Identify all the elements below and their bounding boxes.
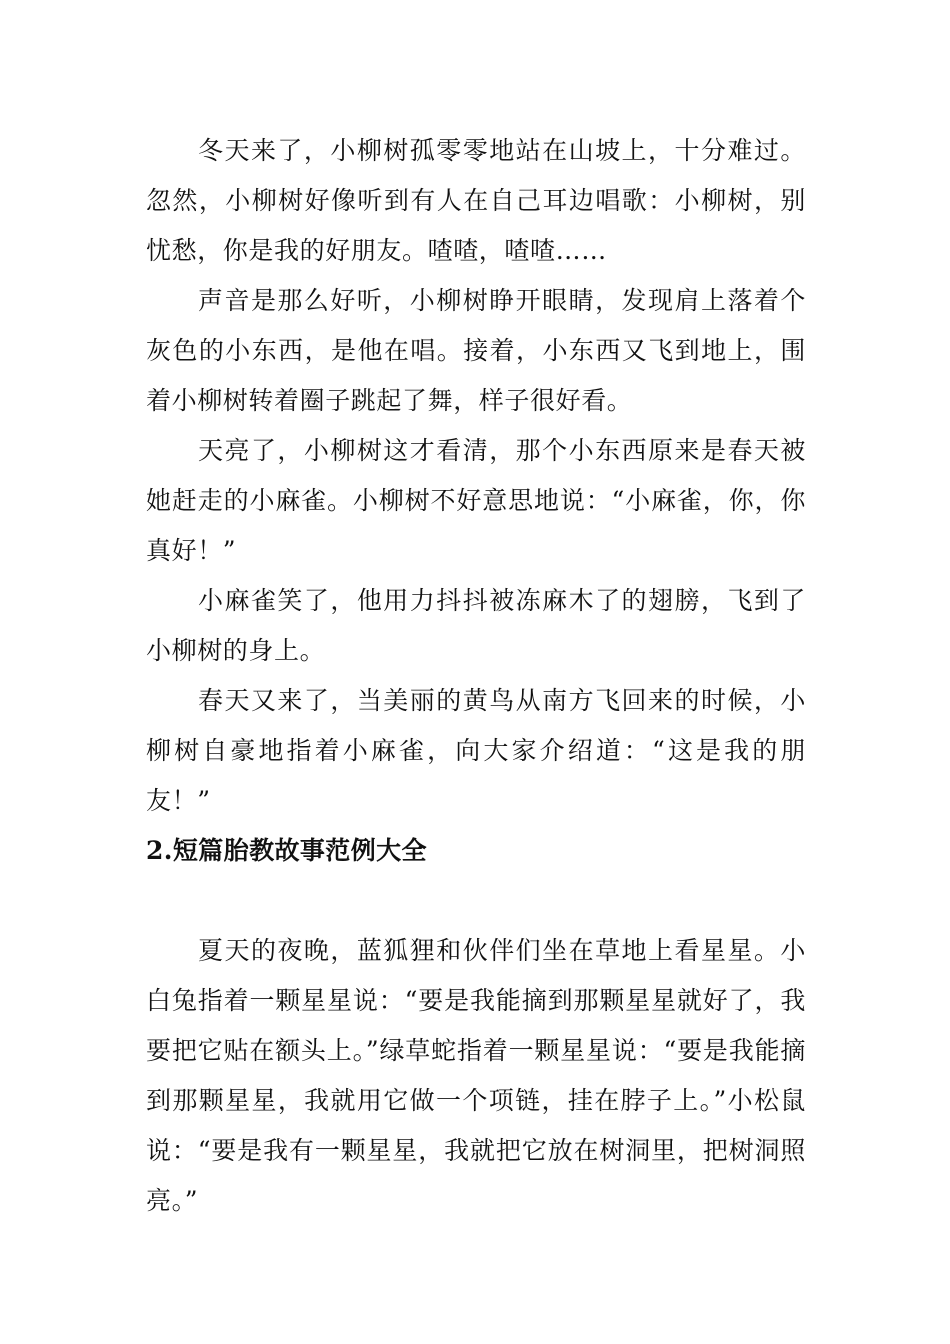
paragraph-summer-night: 夏天的夜晚，蓝狐狸和伙伴们坐在草地上看星星。小白兔指着一颗星星说：“要是我能摘到那颗星星就好了，我要把它贴在额头上。”绿草蛇指着一颗星星说：“要是我能摘到那颗星星，我就用它做一个项链，挂在脖子上。”小松鼠说：“要是我有一颗星星，我就把它放在树洞里，把树洞照亮。”: [146, 936, 806, 1215]
blank-line: [146, 876, 806, 926]
document-body: [146, 126, 806, 1226]
paragraph-spring-returns: 春天又来了，当美丽的黄鸟从南方飞回来的时候，小柳树自豪地指着小麻雀，向大家介绍道：“这是我的朋友！”: [146, 686, 806, 815]
paragraph-daybreak: 天亮了，小柳树这才看清，那个小东西原来是春天被她赶走的小麻雀。小柳树不好意思地说：“小麻雀，你，你真好！”: [146, 436, 806, 565]
section-heading: 2.短篇胎教故事范例大全: [146, 836, 427, 865]
paragraph-sparrow-smiles: 小麻雀笑了，他用力抖抖被冻麻木了的翅膀，飞到了小柳树的身上。: [146, 586, 806, 665]
paragraph-willow-winter: 冬天来了，小柳树孤零零地站在山坡上，十分难过。忽然，小柳树好像听到有人在自己耳边唱歌：小柳树，别忧愁，你是我的好朋友。喳喳，喳喳……: [146, 136, 806, 265]
paragraph-sparrow-singing: 声音是那么好听，小柳树睁开眼睛，发现肩上落着个灰色的小东西，是他在唱。接着，小东西又飞到地上，围着小柳树转着圈子跳起了舞，样子很好看。: [146, 286, 806, 415]
